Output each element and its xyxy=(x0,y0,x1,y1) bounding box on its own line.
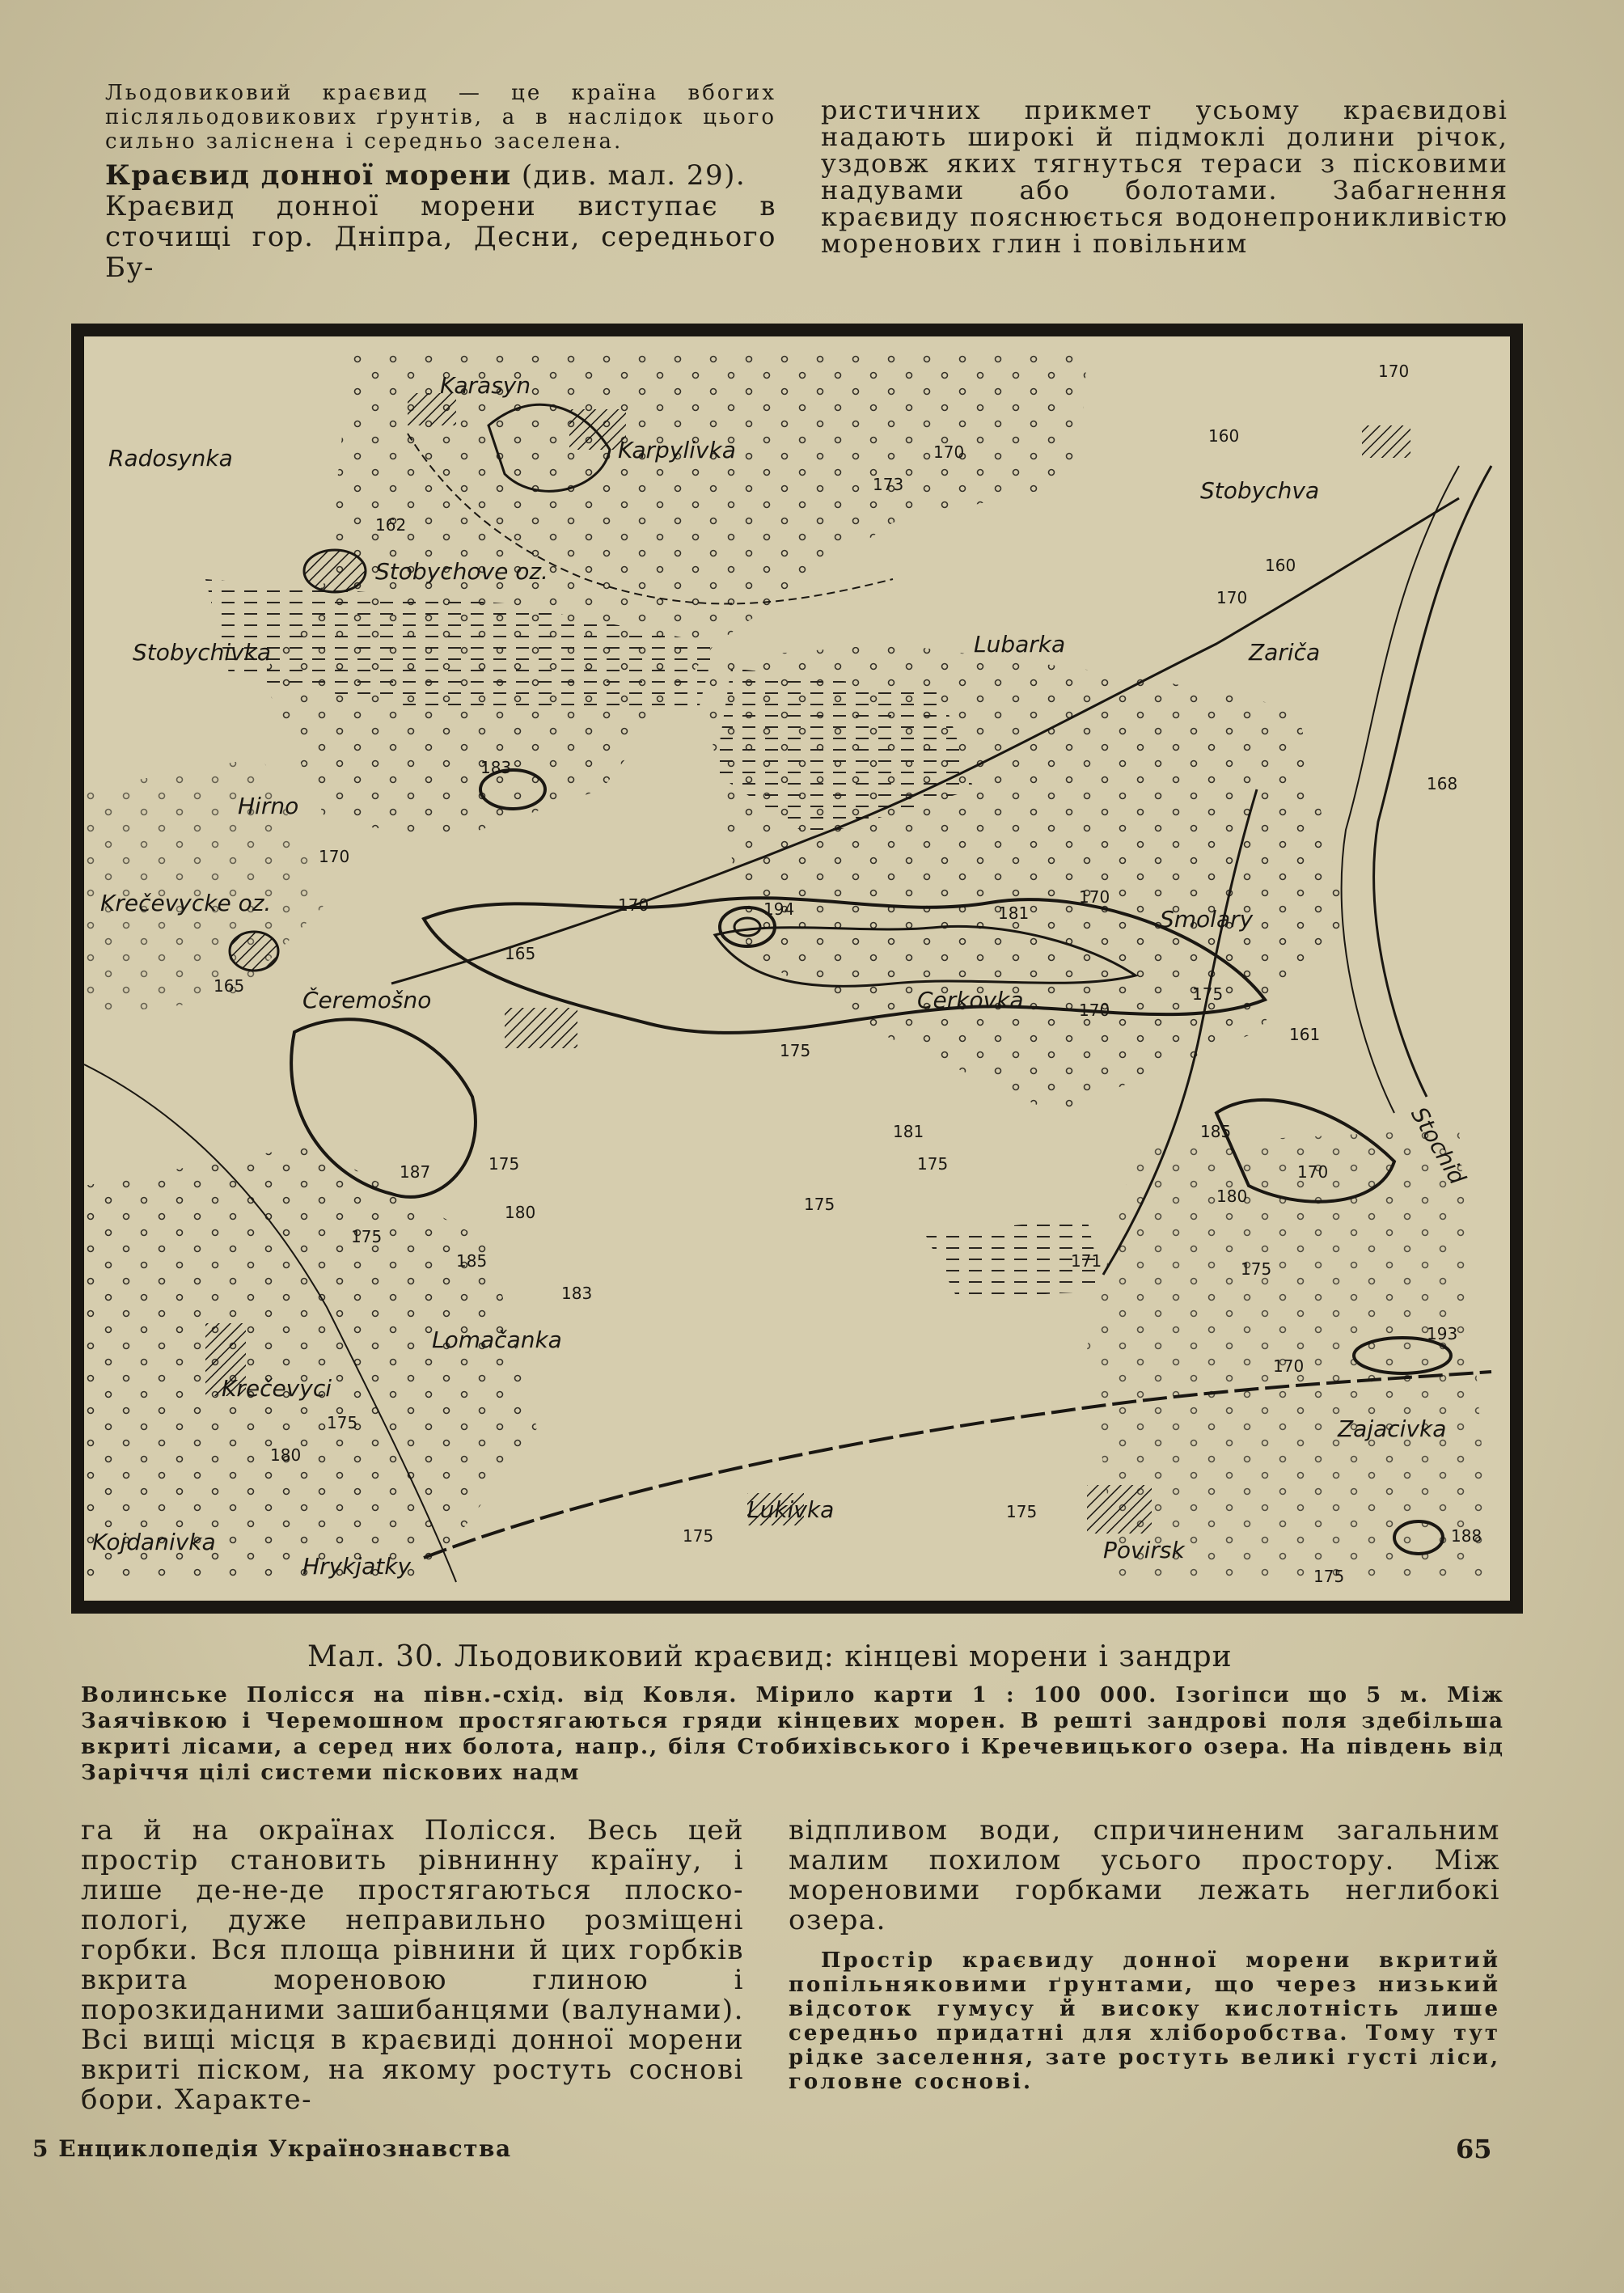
footer-signature: 5 Енциклопедія Українознавства xyxy=(32,2135,512,2162)
top-right-paragraph: ристичних прикмет усьому краєвидові надають широкі й підмоклі долини річок, уздовж яких тягнуться тераси з пісковими надувами або болотами. Забагнення краєвиду пояснюється водонепроникливістю моренових глин і повільним xyxy=(821,95,1508,259)
map-figure xyxy=(71,324,1523,1614)
top-left-paragraph-2 xyxy=(105,160,776,191)
map-height-170-e: 170 xyxy=(618,895,649,915)
map-height-175-d: 175 xyxy=(917,1154,949,1174)
map-height-188: 188 xyxy=(1451,1526,1482,1546)
map-height-170-b: 170 xyxy=(933,442,965,462)
map-height-165-b: 165 xyxy=(214,976,245,996)
bottom-left-paragraph: га й на окраїнах Полісся. Весь цей простір становить рівнинну країну, і лише де-не-де простягаються плоско-пологі, дуже неправильно розміщені горбки. Вся площа рівнини й цих горбків вкрита моренoвою глиною і порозкиданими зашибанцями (валунами). Всі вищі місця в краєвиді донної морени вкриті піском, на якому ростуть соснові бори. Характе- xyxy=(81,1814,744,2116)
map-height-168: 168 xyxy=(1427,774,1458,793)
village-stobychva xyxy=(1362,425,1410,458)
section-heading: Краєвид донної морени xyxy=(105,159,512,192)
lake-stobychove xyxy=(304,550,366,592)
map-height-165-a: 165 xyxy=(505,944,536,963)
map-height-175-g: 175 xyxy=(327,1413,358,1432)
map-height-175-i: 175 xyxy=(1006,1502,1038,1521)
map-height-194: 194 xyxy=(763,899,795,919)
section-heading-ref: (див. мал. 29). xyxy=(511,159,746,192)
bottom-left-column xyxy=(81,1816,744,2115)
map-place-zajacivka: Zajacivka xyxy=(1338,1415,1447,1442)
map-height-161: 161 xyxy=(1289,1025,1321,1044)
top-left-column xyxy=(105,81,776,283)
map-height-170-c: 170 xyxy=(1216,588,1248,607)
bottom-right-paragraph-2: Простір краєвиду донної морени вкритий попільняковими ґрунтами, що через низький відсоток гумусу й високу кислотність лише середньо придатні для хліборобства. Тому тут рідке заселення, зате ростуть великі густі ліси, головне соснові. xyxy=(789,1948,1500,2094)
map-place-lomacanka: Lomačanka xyxy=(432,1326,562,1353)
map-place-cerkovka: Cerkovka xyxy=(917,987,1024,1013)
map-height-170-h: 170 xyxy=(1297,1162,1329,1182)
map-place-krecevyci: Krečevyci xyxy=(222,1375,332,1402)
map-place-hrykjatky: Hrykjatky xyxy=(302,1553,412,1580)
map-height-180-a: 180 xyxy=(505,1203,536,1222)
map-place-karpylivka: Karpylivka xyxy=(618,437,736,463)
topographic-map xyxy=(84,336,1510,1601)
map-height-180-c: 180 xyxy=(270,1445,302,1465)
top-left-paragraph-3: Краєвид донної морени виступає в сточищі гор. Дніпра, Десни, середнього Бу- xyxy=(105,190,776,284)
top-left-paragraph-1: Льодовиковий краєвид — це країна вбогих післяльодовикових ґрунтів, а в наслідок цього сильно залісненa і середньо заселена. xyxy=(105,81,776,154)
village-povirsk xyxy=(1087,1485,1152,1534)
map-height-162: 162 xyxy=(375,515,407,535)
map-place-hirno: Hirno xyxy=(238,793,299,819)
map-height-175-j: 175 xyxy=(683,1526,714,1546)
map-height-183-b: 183 xyxy=(561,1284,593,1303)
top-right-column xyxy=(821,97,1508,257)
map-height-175-f: 175 xyxy=(351,1227,383,1246)
map-place-zarizza: Zariča xyxy=(1249,639,1321,666)
map-height-175-k: 175 xyxy=(1313,1567,1345,1586)
map-place-stobychva: Stobychva xyxy=(1200,477,1320,504)
map-place-stobychivka: Stobychivka xyxy=(133,639,272,666)
map-height-171: 171 xyxy=(1071,1251,1102,1271)
map-place-ceremosno: Čeremošno xyxy=(302,987,432,1013)
map-height-175-b: 175 xyxy=(780,1041,811,1060)
map-height-181-a: 181 xyxy=(998,903,1030,923)
map-height-170-d: 170 xyxy=(319,847,350,866)
map-height-185-a: 185 xyxy=(1200,1122,1232,1141)
map-place-lubarka: Lubarka xyxy=(974,631,1066,658)
lake-krecevycke xyxy=(230,932,278,971)
map-height-160-b: 160 xyxy=(1265,556,1296,575)
map-area xyxy=(84,336,1510,1601)
figure-caption-body: Волинське Полісся на півн.-схід. від Ковля. Мірило карти 1 : 100 000. Ізогіпси що 5 м. Між Заячівкою і Черемошном простягаються гряди кінцевих морен. В решті зандрові поля здебільша вкриті лісами, а серед них болота, напр., біля Стобихівського і Кречевицького озера. На південь від Заріччя цілі системи піскових надм xyxy=(81,1683,1504,1785)
map-height-175-e: 175 xyxy=(804,1195,835,1214)
map-height-181-b: 181 xyxy=(893,1122,924,1141)
map-height-170-a: 170 xyxy=(1378,362,1410,381)
map-place-povirsk: Povirsk xyxy=(1103,1537,1185,1563)
map-height-185-b: 185 xyxy=(456,1251,488,1271)
map-height-193: 193 xyxy=(1427,1324,1458,1343)
map-height-160-a: 160 xyxy=(1208,426,1240,446)
map-height-170-f: 170 xyxy=(1079,887,1110,907)
map-place-smolary: Smolary xyxy=(1160,906,1254,933)
map-height-175-h: 175 xyxy=(1241,1259,1272,1279)
bottom-right-column xyxy=(789,1816,1500,2094)
map-height-175-a: 175 xyxy=(1192,984,1224,1004)
map-height-173: 173 xyxy=(873,475,904,494)
village-ceremosno xyxy=(505,1008,577,1048)
map-place-radosynka: Radosynka xyxy=(108,445,233,472)
page-number: 65 xyxy=(1456,2134,1492,2164)
map-place-krecevycke-oz: Krečevycke oz. xyxy=(100,890,272,916)
map-height-183-a: 183 xyxy=(480,758,512,777)
map-height-170-i: 170 xyxy=(1273,1356,1305,1376)
map-place-stochid: Stochid xyxy=(1405,1102,1471,1190)
map-place-stobychove-oz: Stobychove oz. xyxy=(375,558,548,585)
map-place-lukivka: Lukivka xyxy=(747,1496,835,1523)
map-place-karasyn: Karasyn xyxy=(440,372,531,399)
map-height-187: 187 xyxy=(400,1162,431,1182)
map-place-kojdanivka: Kojdanivka xyxy=(92,1529,216,1555)
bottom-right-paragraph-1: відпливом води, спричиненим загальним малим похилом усього простору. Між мореновими горбками лежать неглибокі озера. xyxy=(789,1814,1500,1936)
map-height-170-g: 170 xyxy=(1079,1001,1110,1020)
map-height-175-c: 175 xyxy=(488,1154,520,1174)
map-height-180-b: 180 xyxy=(1216,1187,1248,1206)
figure-caption-title: Мал. 30. Льодовиковий краєвид: кінцеві морени і зандри xyxy=(307,1640,1233,1673)
